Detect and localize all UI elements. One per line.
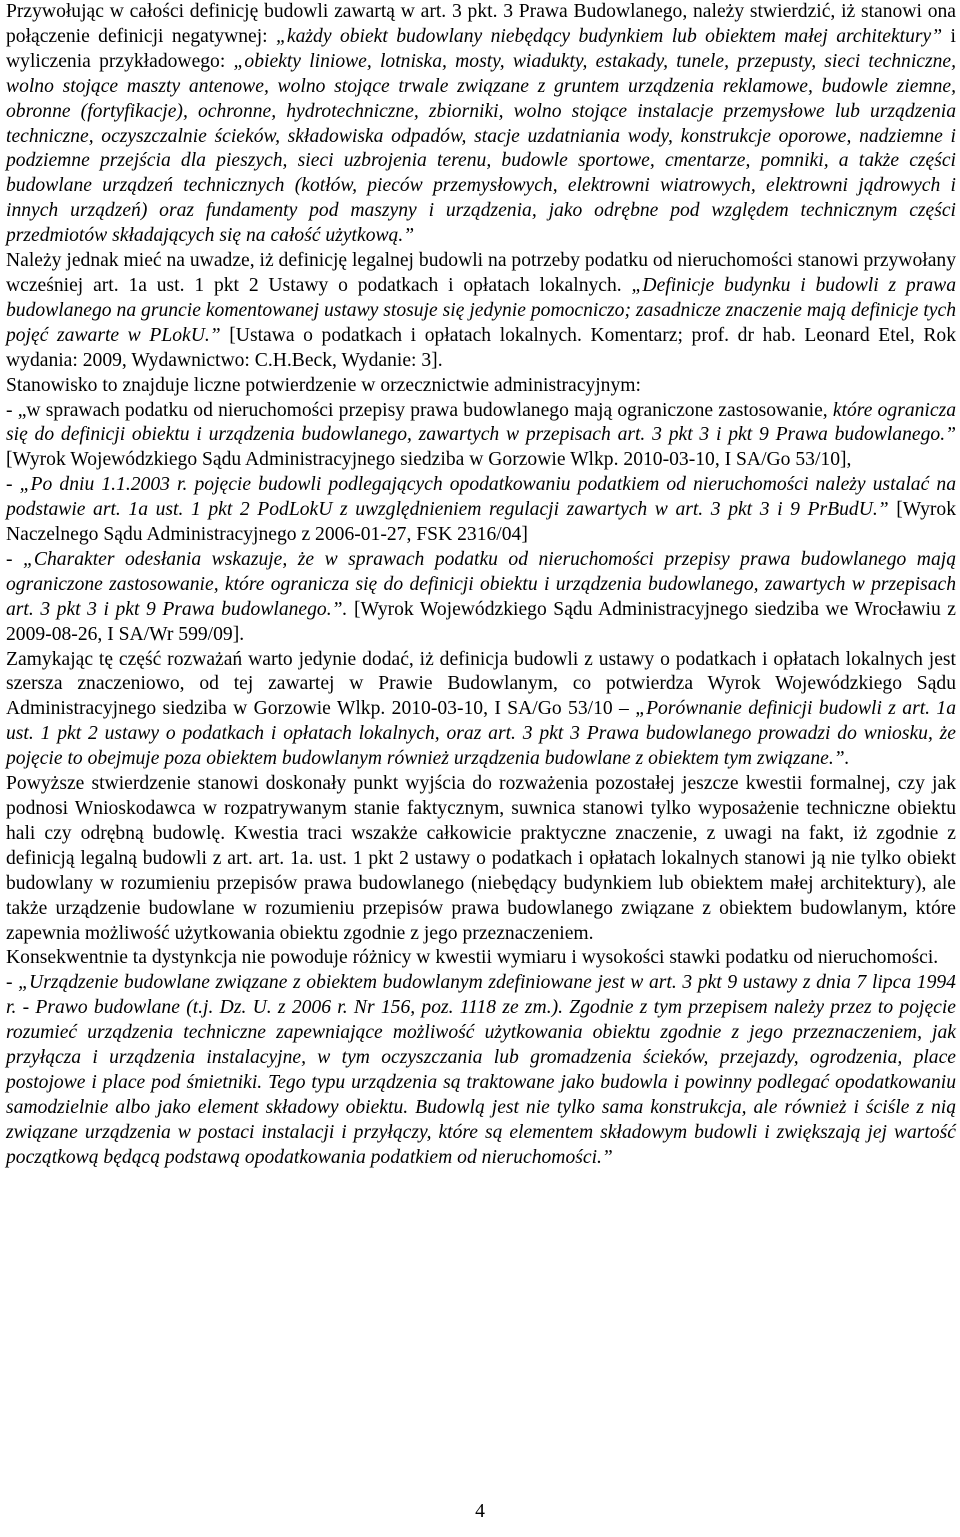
italic-quote-text: „Charakter odesłania wskazuje, że w sprawach podatku od nieruchomości przepisy prawa budowlanego mają ograniczone zastosowanie, które ogranicza się do definicji obiektu i urządzenia budowlanego, zawartych w przepisach art. 3 pkt 3 i pkt 9 Prawa budowlanego.”. bbox=[6, 548, 956, 620]
paragraph bbox=[6, 399, 956, 474]
italic-quote-text: „każdy obiekt budowlany niebędący budynkiem lub obiektem małej architektury” bbox=[276, 25, 943, 47]
text-run: - „w sprawach podatku od nieruchomości przepisy prawa budowlanego mają ograniczone zastosowanie, bbox=[6, 399, 833, 421]
italic-quote-text: „Po dniu 1.1.2003 r. bbox=[19, 474, 188, 496]
text-run: Konsekwentnie ta dystynkcja nie powoduje różnicy w kwestii wymiaru i wysokości stawki podatku od nieruchomości. bbox=[6, 947, 939, 969]
text-run: Powyższe stwierdzenie stanowi doskonały punkt wyjścia do rozważenia pozostałej jeszcze kwestii formalnej, czy jak podnosi Wnioskodawca w rozpatrywanym stanie faktycznym, suwnica stanowi tylko wyposażenie techniczne obiektu hali czy odrębną budowlę. Kwestia traci wszakże całkowicie praktyczne znaczenie, z uwagi na fakt, iż zgodnie z definicją legalną budowli z art. art. 1a. ust. 1 pkt 2 ustawy o podatkach i opłatach lokalnych stanowi ją nie tylko obiekt budowlany w rozumieniu przepisów prawa budowlanego (niebędący budynkiem lub obiektem małej architektury), ale także urządzenie budowlane w rozumieniu przepisów prawa budowlanego związane z obiektem budowlanym, które zapewnia możliwość użytkowania obiektu zgodnie z jego przeznaczeniem. bbox=[6, 773, 956, 944]
italic-quote-text: „Porównanie definicji budowli z art. 1a ust. 1 pkt 2 ustawy o podatkach i opłatach lokalnych, oraz art. 3 pkt 3 Prawa budowlanego prowadzi do wniosku, że pojęcie to obejmuje poza obiektem budowlanym również urządzenia budowlane z obiektem tym związane.”. bbox=[6, 698, 957, 770]
italic-quote-text: „Definicje budynku i budowli z prawa budowlanego na gruncie komentowanej ustawy stosuje się jedynie pomocniczo; zasadnicze znaczenie mają definicje tych pojęć zawarte w PLokU.” bbox=[6, 274, 956, 346]
page-number: 4 bbox=[475, 1501, 485, 1522]
text-run: Zamykając tę część rozważań warto jedynie dodać, iż definicja budowli z ustawy o podatkach i opłatach lokalnych jest szersza znaczeniowo, od tej zawartej w Prawie Budowlanym, co potwierdza Wyrok Wojewódzkiego Sądu Administracyjnego siedziba w Gorzowie Wlkp. 2010-03-10, I SA/Go 53/10 – bbox=[6, 648, 956, 720]
paragraph bbox=[6, 0, 956, 249]
paragraph bbox=[6, 971, 956, 1170]
paragraph bbox=[6, 648, 956, 773]
text-run: - bbox=[6, 548, 24, 570]
italic-quote-text: „obiekty liniowe, lotniska, mosty, wiadukty, estakady, tunele, przepusty, sieci techniczne, wolno stojące maszty antenowe, wolno stojące trwale związane z gruntem urządzenia reklamowe, budowle ziemne, obronne (fortyfikacje), ochronne, hydrotechniczne, zbiorniki, wolno stojące instalacje przemysłowe lub urządzenia techniczne, oczyszczalnie ścieków, składowiska odpadów, stacje uzdatniania wody, konstrukcje oporowe, nadziemne i podziemne przejścia dla pieszych, sieci uzbrojenia terenu, budowle sportowe, cmentarze, pomniki, a także części budowlane urządzeń technicznych (kotłów, pieców przemysłowych, elektrowni wiatrowych, elektrowni jądrowych i innych urządzeń) oraz fundamenty pod maszyny i urządzenia, jako odrębne pod względem technicznym części przedmiotów składających się na całość użytkową.” bbox=[6, 50, 957, 247]
italic-quote-text: które ogranicza się do definicji obiektu i urządzenia budowlanego, zawartych w przepisach art. 3 pkt 3 i pkt 9 Prawa budowlanego.” bbox=[6, 399, 956, 446]
paragraph bbox=[6, 946, 956, 971]
text-run: Stanowisko to znajduje liczne potwierdzenie w orzecznictwie administracyjnym: bbox=[6, 374, 641, 396]
paragraph bbox=[6, 473, 956, 548]
text-run: [Wyrok Wojewódzkiego Sądu Administracyjnego siedziba we Wrocławiu z 2009-08-26, I SA/Wr 599/09]. bbox=[6, 598, 956, 645]
document-body bbox=[6, 0, 956, 1171]
italic-quote-text: pojęcie budowli podlegających opodatkowaniu podatkiem od nieruchomości należy ustalać na podstawie art. 1a ust. 1 pkt 2 PodLokU z uwzględnieniem regulacji zawartych w art. 3 pkt 3 i 9 PrBudU.” bbox=[6, 474, 956, 521]
text-run: - bbox=[6, 972, 19, 994]
italic-quote-text: „Urządzenie budowlane związane z obiektem budowlanym zdefiniowane jest w art. 3 pkt 9 ustawy z dnia 7 lipca 1994 r. - Prawo budowlane (t.j. Dz. U. z 2006 r. Nr 156, poz. 1118 ze zm.). Zgodnie z tym przepisem należy przez to pojęcie rozumieć urządzenia techniczne zapewniające możliwość użytkowania obiektu zgodnie z jego przeznaczeniem, jak przyłącza i urządzenia instalacyjne, w tym oczyszczania lub gromadzenia ścieków, przejazdy, ogrodzenia, place postojowe i place pod śmietniki. Tego typu urządzenia są traktowane jako budowla i powinny podlegać opodatkowaniu samodzielnie albo jako element składowy obiektu. Budowlą jest nie tylko sama konstrukcja, ale również i ściśle z nią związane urządzenia w postaci instalacji i przyłączy, które są elementem składowym budowli i zwiększają jej wartość początkową będącą podstawą opodatkowania podatkiem od nieruchomości.” bbox=[6, 972, 956, 1168]
text-run: Przywołując w całości definicję budowli zawartą w art. 3 pkt. 3 Prawa Budowlanego, należy stwierdzić, iż stanowi ona połączenie definicji negatywnej: bbox=[6, 1, 956, 47]
text-run: [Wyrok Wojewódzkiego Sądu Administracyjnego siedziba w Gorzowie Wlkp. 2010-03-10, I SA/Go 53/10], bbox=[6, 449, 852, 471]
text-run: [Wyrok Naczelnego Sądu Administracyjnego z 2006-01-27, FSK 2316/04] bbox=[6, 499, 957, 546]
paragraph bbox=[6, 772, 956, 946]
text-run: [Ustawa o podatkach i opłatach lokalnych. Komentarz; prof. dr hab. Leonard Etel, Rok wydania: 2009, Wydawnictwo: C.H.Beck, Wydanie: 3]. bbox=[6, 324, 956, 371]
paragraph bbox=[6, 249, 956, 374]
text-run: - bbox=[6, 474, 20, 496]
text-run: i wyliczenia przykładowego: bbox=[6, 25, 957, 72]
paragraph bbox=[6, 374, 956, 399]
paragraph bbox=[6, 548, 956, 648]
text-run: Należy jednak mieć na uwadze, iż definicję legalnej budowli na potrzeby podatku od nieruchomości stanowi przywołany wcześniej art. 1a ust. 1 pkt 2 Ustawy o podatkach i opłatach lokalnych. bbox=[6, 250, 956, 296]
